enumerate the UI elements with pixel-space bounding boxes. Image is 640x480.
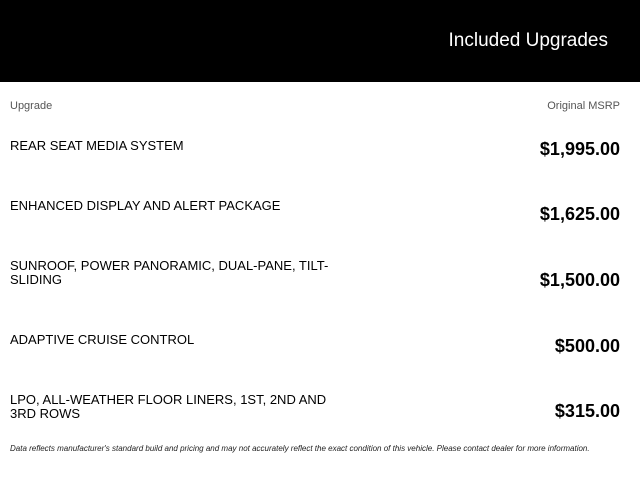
page-title: Included Upgrades xyxy=(448,30,608,51)
upgrade-price: $1,625.00 xyxy=(539,204,620,224)
upgrade-name: SUNROOF, POWER PANORAMIC, DUAL-PANE, TILT-SLIDING xyxy=(10,258,329,287)
upgrade-name: ENHANCED DISPLAY AND ALERT PACKAGE xyxy=(10,198,281,213)
table-row xyxy=(0,139,640,199)
upgrade-price: $1,995.00 xyxy=(539,139,620,159)
table-row xyxy=(0,333,640,393)
header-bar xyxy=(0,0,640,82)
upgrade-price: $315.00 xyxy=(554,401,620,421)
upgrade-name: LPO, ALL-WEATHER FLOOR LINERS, 1ST, 2ND AND 3RD ROWS xyxy=(10,392,327,421)
table-row xyxy=(0,259,640,319)
upgrade-name: ADAPTIVE CRUISE CONTROL xyxy=(10,332,195,347)
upgrade-price: $1,500.00 xyxy=(539,270,620,290)
column-header-upgrade: Upgrade xyxy=(10,100,53,112)
column-header-msrp: Original MSRP xyxy=(547,100,620,112)
upgrade-name: REAR SEAT MEDIA SYSTEM xyxy=(10,138,184,153)
upgrade-price: $500.00 xyxy=(554,336,620,356)
disclaimer-text: Data reflects manufacturer's standard build and pricing and may not accurately reflect the exact condition of this vehicle. Please contact dealer for more information. xyxy=(10,444,590,453)
table-row xyxy=(0,199,640,259)
